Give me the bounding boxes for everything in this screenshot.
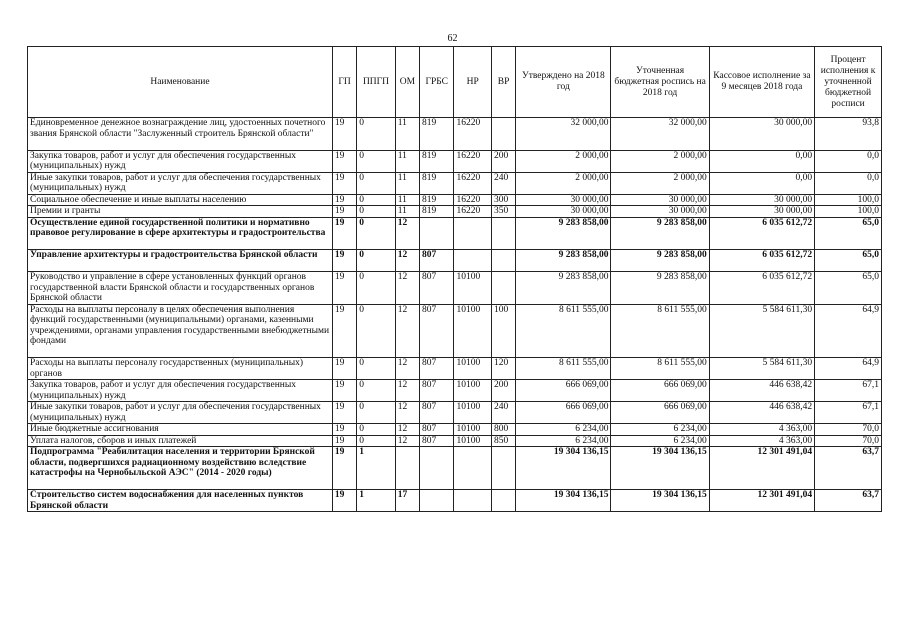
row-cash-cell: 4 363,00 (709, 424, 814, 436)
row-percent-cell: 63,7 (815, 490, 882, 512)
row-nr-cell: 16220 (454, 150, 491, 172)
row-ppgp-cell: 0 (357, 194, 395, 206)
row-vr-cell (491, 118, 515, 151)
row-gp-cell: 19 (332, 424, 356, 436)
header-percent: Процент исполнения к уточненной бюджетной росписи (815, 47, 882, 118)
row-ppgp-cell: 0 (357, 435, 395, 447)
row-name-cell: Расходы на выплаты персоналу в целях обеспечения выполнения функций государственными (муниципальными) органами, казенными учреждениями, органами управления государственными внебюджетными фондами (28, 304, 333, 358)
row-nr-cell: 16220 (454, 206, 491, 218)
row-cash-cell: 12 301 491,04 (709, 490, 814, 512)
row-name-cell: Премии и гранты (28, 206, 333, 218)
row-name-cell: Осуществление единой государственной политики и нормативно правовое регулирование в сфере архитектуры и градостроительства (28, 217, 333, 250)
row-vr-cell: 100 (491, 304, 515, 358)
header-vr: ВР (491, 47, 515, 118)
row-vr-cell: 350 (491, 206, 515, 218)
row-approved-cell: 9 283 858,00 (516, 250, 611, 272)
row-revised-cell: 30 000,00 (611, 194, 709, 206)
row-gp-cell: 19 (332, 380, 356, 402)
row-percent-cell: 65,0 (815, 272, 882, 305)
table-row (28, 435, 882, 447)
row-vr-cell (491, 250, 515, 272)
row-percent-cell: 100,0 (815, 206, 882, 218)
row-name-cell: Иные закупки товаров, работ и услуг для обеспечения государственных (муниципальных) нужд (28, 172, 333, 194)
row-nr-cell: 16220 (454, 194, 491, 206)
row-grbs-cell: 807 (420, 250, 454, 272)
header-om: ОМ (395, 47, 419, 118)
row-percent-cell: 64,9 (815, 358, 882, 380)
row-nr-cell: 10100 (454, 358, 491, 380)
row-cash-cell: 0,00 (709, 150, 814, 172)
row-approved-cell: 19 304 136,15 (516, 447, 611, 490)
row-vr-cell: 240 (491, 172, 515, 194)
row-om-cell: 17 (395, 490, 419, 512)
row-percent-cell: 70,0 (815, 435, 882, 447)
header-revised: Уточненная бюджетная роспись на 2018 год (611, 47, 709, 118)
row-revised-cell: 8 611 555,00 (611, 304, 709, 358)
header-approved: Утверждено на 2018 год (516, 47, 611, 118)
header-cash: Кассовое исполнение за 9 месяцев 2018 года (709, 47, 814, 118)
row-revised-cell: 2 000,00 (611, 150, 709, 172)
row-approved-cell: 2 000,00 (516, 172, 611, 194)
row-percent-cell: 63,7 (815, 447, 882, 490)
row-grbs-cell: 819 (420, 118, 454, 151)
row-revised-cell: 9 283 858,00 (611, 250, 709, 272)
row-om-cell: 12 (395, 402, 419, 424)
row-ppgp-cell: 0 (357, 217, 395, 250)
header-nr: НР (454, 47, 491, 118)
row-name-cell: Социальное обеспечение и иные выплаты населению (28, 194, 333, 206)
row-vr-cell: 800 (491, 424, 515, 436)
row-revised-cell: 19 304 136,15 (611, 490, 709, 512)
row-percent-cell: 65,0 (815, 217, 882, 250)
row-revised-cell: 6 234,00 (611, 424, 709, 436)
row-vr-cell: 120 (491, 358, 515, 380)
table-row (28, 402, 882, 424)
row-nr-cell: 10100 (454, 272, 491, 305)
row-gp-cell: 19 (332, 490, 356, 512)
row-revised-cell: 9 283 858,00 (611, 217, 709, 250)
row-approved-cell: 6 234,00 (516, 424, 611, 436)
header-name: Наименование (28, 47, 333, 118)
row-om-cell: 11 (395, 150, 419, 172)
row-gp-cell: 19 (332, 194, 356, 206)
row-gp-cell: 19 (332, 304, 356, 358)
row-cash-cell: 30 000,00 (709, 194, 814, 206)
row-percent-cell: 67,1 (815, 402, 882, 424)
row-vr-cell: 240 (491, 402, 515, 424)
table-row (28, 424, 882, 436)
row-approved-cell: 30 000,00 (516, 194, 611, 206)
row-revised-cell: 8 611 555,00 (611, 358, 709, 380)
row-cash-cell: 5 584 611,30 (709, 358, 814, 380)
row-approved-cell: 32 000,00 (516, 118, 611, 151)
row-approved-cell: 9 283 858,00 (516, 272, 611, 305)
row-gp-cell: 19 (332, 172, 356, 194)
table-row (28, 304, 882, 358)
row-grbs-cell: 807 (420, 304, 454, 358)
row-om-cell: 11 (395, 194, 419, 206)
row-om-cell: 12 (395, 380, 419, 402)
table-row (28, 206, 882, 218)
row-cash-cell: 446 638,42 (709, 402, 814, 424)
table-row (28, 272, 882, 305)
row-approved-cell: 8 611 555,00 (516, 304, 611, 358)
row-gp-cell: 19 (332, 447, 356, 490)
row-cash-cell: 12 301 491,04 (709, 447, 814, 490)
table-row (28, 447, 882, 490)
table-header-row (28, 47, 882, 118)
row-percent-cell: 100,0 (815, 194, 882, 206)
row-grbs-cell: 807 (420, 424, 454, 436)
table-row (28, 172, 882, 194)
row-nr-cell: 10100 (454, 304, 491, 358)
row-percent-cell: 93,8 (815, 118, 882, 151)
row-gp-cell: 19 (332, 118, 356, 151)
row-grbs-cell: 819 (420, 150, 454, 172)
row-vr-cell (491, 447, 515, 490)
header-ppgp: ППГП (357, 47, 395, 118)
row-approved-cell: 8 611 555,00 (516, 358, 611, 380)
row-ppgp-cell: 0 (357, 380, 395, 402)
row-gp-cell: 19 (332, 435, 356, 447)
row-revised-cell: 19 304 136,15 (611, 447, 709, 490)
row-gp-cell: 19 (332, 150, 356, 172)
row-vr-cell: 850 (491, 435, 515, 447)
row-om-cell (395, 447, 419, 490)
row-grbs-cell: 819 (420, 194, 454, 206)
row-nr-cell: 10100 (454, 380, 491, 402)
row-om-cell: 12 (395, 217, 419, 250)
row-revised-cell: 9 283 858,00 (611, 272, 709, 305)
row-gp-cell: 19 (332, 272, 356, 305)
table-row (28, 217, 882, 250)
row-name-cell: Руководство и управление в сфере установленных функций органов государственной власти Брянской области и государственных органов Брянской области (28, 272, 333, 305)
row-revised-cell: 666 069,00 (611, 380, 709, 402)
row-approved-cell: 666 069,00 (516, 380, 611, 402)
row-ppgp-cell: 0 (357, 250, 395, 272)
row-cash-cell: 30 000,00 (709, 206, 814, 218)
row-name-cell: Расходы на выплаты персоналу государственных (муниципальных) органов (28, 358, 333, 380)
row-nr-cell: 16220 (454, 172, 491, 194)
row-gp-cell: 19 (332, 250, 356, 272)
row-approved-cell: 9 283 858,00 (516, 217, 611, 250)
row-cash-cell: 6 035 612,72 (709, 217, 814, 250)
row-om-cell: 12 (395, 435, 419, 447)
row-ppgp-cell: 0 (357, 206, 395, 218)
row-nr-cell: 10100 (454, 424, 491, 436)
row-grbs-cell: 807 (420, 380, 454, 402)
row-ppgp-cell: 0 (357, 118, 395, 151)
row-vr-cell (491, 217, 515, 250)
header-gp: ГП (332, 47, 356, 118)
row-name-cell: Закупка товаров, работ и услуг для обеспечения государственных (муниципальных) нужд (28, 150, 333, 172)
row-cash-cell: 6 035 612,72 (709, 272, 814, 305)
row-name-cell: Управление архитектуры и градостроительства Брянской области (28, 250, 333, 272)
row-approved-cell: 2 000,00 (516, 150, 611, 172)
row-nr-cell (454, 250, 491, 272)
row-gp-cell: 19 (332, 358, 356, 380)
row-vr-cell: 200 (491, 380, 515, 402)
row-vr-cell (491, 490, 515, 512)
row-grbs-cell (420, 490, 454, 512)
row-approved-cell: 30 000,00 (516, 206, 611, 218)
row-nr-cell: 16220 (454, 118, 491, 151)
row-percent-cell: 67,1 (815, 380, 882, 402)
row-ppgp-cell: 0 (357, 304, 395, 358)
row-grbs-cell: 819 (420, 172, 454, 194)
row-grbs-cell: 819 (420, 206, 454, 218)
row-grbs-cell: 807 (420, 435, 454, 447)
table-row (28, 194, 882, 206)
row-name-cell: Иные бюджетные ассигнования (28, 424, 333, 436)
row-vr-cell: 200 (491, 150, 515, 172)
row-gp-cell: 19 (332, 402, 356, 424)
row-percent-cell: 64,9 (815, 304, 882, 358)
row-nr-cell (454, 490, 491, 512)
row-name-cell: Уплата налогов, сборов и иных платежей (28, 435, 333, 447)
row-ppgp-cell: 0 (357, 150, 395, 172)
row-om-cell: 11 (395, 118, 419, 151)
row-om-cell: 11 (395, 206, 419, 218)
row-percent-cell: 65,0 (815, 250, 882, 272)
row-om-cell: 12 (395, 424, 419, 436)
row-ppgp-cell: 1 (357, 447, 395, 490)
page-number: 62 (447, 33, 458, 44)
row-name-cell: Иные закупки товаров, работ и услуг для обеспечения государственных (муниципальных) нужд (28, 402, 333, 424)
row-grbs-cell: 807 (420, 358, 454, 380)
row-revised-cell: 32 000,00 (611, 118, 709, 151)
row-cash-cell: 4 363,00 (709, 435, 814, 447)
header-grbs: ГРБС (420, 47, 454, 118)
row-cash-cell: 446 638,42 (709, 380, 814, 402)
table-row (28, 250, 882, 272)
row-vr-cell (491, 272, 515, 305)
row-gp-cell: 19 (332, 217, 356, 250)
row-grbs-cell (420, 217, 454, 250)
row-cash-cell: 30 000,00 (709, 118, 814, 151)
budget-table (27, 46, 882, 512)
row-om-cell: 12 (395, 304, 419, 358)
row-cash-cell: 0,00 (709, 172, 814, 194)
row-cash-cell: 6 035 612,72 (709, 250, 814, 272)
row-ppgp-cell: 0 (357, 358, 395, 380)
row-vr-cell: 300 (491, 194, 515, 206)
row-grbs-cell: 807 (420, 272, 454, 305)
row-approved-cell: 666 069,00 (516, 402, 611, 424)
row-name-cell: Закупка товаров, работ и услуг для обеспечения государственных (муниципальных) нужд (28, 380, 333, 402)
row-om-cell: 12 (395, 250, 419, 272)
row-name-cell: Единовременное денежное вознаграждение лиц, удостоенных почетного звания Брянской области "Заслуженный строитель Брянской области" (28, 118, 333, 151)
row-revised-cell: 2 000,00 (611, 172, 709, 194)
row-om-cell: 11 (395, 172, 419, 194)
row-nr-cell: 10100 (454, 435, 491, 447)
row-revised-cell: 6 234,00 (611, 435, 709, 447)
row-gp-cell: 19 (332, 206, 356, 218)
table-row (28, 358, 882, 380)
row-nr-cell (454, 447, 491, 490)
row-cash-cell: 5 584 611,30 (709, 304, 814, 358)
row-nr-cell (454, 217, 491, 250)
row-revised-cell: 666 069,00 (611, 402, 709, 424)
table-row (28, 118, 882, 151)
row-grbs-cell (420, 447, 454, 490)
row-revised-cell: 30 000,00 (611, 206, 709, 218)
row-om-cell: 12 (395, 358, 419, 380)
row-ppgp-cell: 0 (357, 172, 395, 194)
row-name-cell: Подпрограмма "Реабилитация населения и территории Брянской области, подвергшихся радиационному воздействию вследствие катастрофы на Чернобыльской АЭС" (2014 - 2020 годы) (28, 447, 333, 490)
row-percent-cell: 0,0 (815, 150, 882, 172)
table-row (28, 150, 882, 172)
row-ppgp-cell: 0 (357, 424, 395, 436)
row-ppgp-cell: 0 (357, 272, 395, 305)
row-name-cell: Строительство систем водоснабжения для населенных пунктов Брянской области (28, 490, 333, 512)
table-row (28, 490, 882, 512)
row-ppgp-cell: 1 (357, 490, 395, 512)
row-approved-cell: 6 234,00 (516, 435, 611, 447)
row-nr-cell: 10100 (454, 402, 491, 424)
row-ppgp-cell: 0 (357, 402, 395, 424)
row-om-cell: 12 (395, 272, 419, 305)
row-grbs-cell: 807 (420, 402, 454, 424)
table-row (28, 380, 882, 402)
row-percent-cell: 70,0 (815, 424, 882, 436)
row-percent-cell: 0,0 (815, 172, 882, 194)
table-body (28, 118, 882, 512)
row-approved-cell: 19 304 136,15 (516, 490, 611, 512)
